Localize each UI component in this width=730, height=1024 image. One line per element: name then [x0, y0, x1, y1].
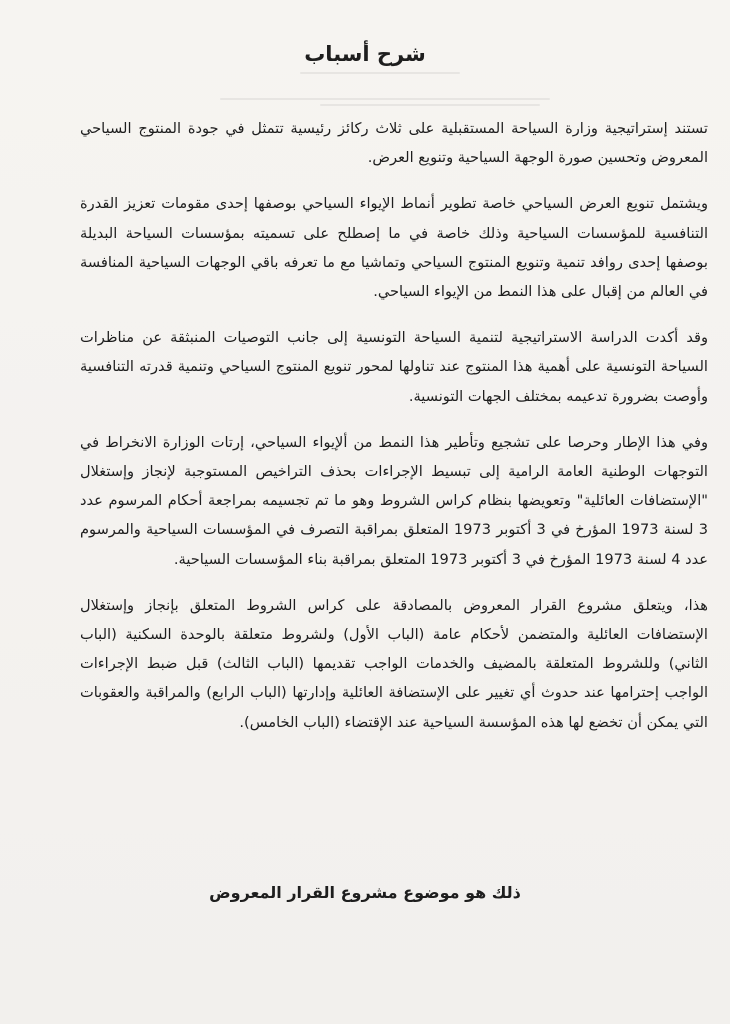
show-through-mark	[300, 72, 460, 74]
document-body	[80, 114, 708, 754]
paragraph-4: وفي هذا الإطار وحرصا على تشجيع وتأطير هذا النمط من ألإيواء السياحي، إرتات الوزارة الانخراط في التوجهات الوطنية العامة الرامية إلى تبسيط الإجراءات بحذف التراخيص المستوجبة لإنجاز وإستغلال "الإستضافات العائلية" وتعويضها بنظام كراس الشروط وهو ما تم تجسيمه بمراجعة أحكام المرسوم عدد 3 لسنة 1973 المؤرخ في 3 أكتوبر 1973 المتعلق بمراقبة التصرف في المؤسسات السياحية والمرسوم عدد 4 لسنة 1973 المؤرخ في 3 أكتوبر 1973 المتعلق بمراقبة بناء المؤسسات السياحية.	[80, 433, 708, 568]
show-through-mark	[220, 98, 550, 100]
closing-statement: ذلك هو موضوع مشروع القرار المعروض	[209, 883, 521, 902]
document-title: شرح أسباب	[304, 42, 426, 66]
paragraph-2: ويشتمل تنويع العرض السياحي خاصة تطوير أنماط الإيواء السياحي بوصفها إحدى مقومات تعزيز القدرة التنافسية للمؤسسات السياحية وذلك خاصة في ما إصطلح على تسميته بمؤسسات السياحة البديلة بوصفها إحدى روافد تنمية وتنويع المنتوج السياحي وتماشيا مع ما تعرفه باقي الوجهات السياحية المنافسة في العالم من إقبال على هذا النمط من الإيواء السياحي.	[80, 195, 708, 301]
paragraph-5: هذا، ويتعلق مشروع القرار المعروض بالمصادقة على كراس الشروط المتعلق بإنجاز وإستغلال الإستضافات العائلية والمتضمن لأحكام عامة (الباب الأول) ولشروط متعلقة بالوحدة السكنية (الباب الثاني) وللشروط المتعلقة بالمضيف والخدمات الواجب تقديمها (الباب الثالث) قبل ضبط الإجراءات الواجب إحترامها عند حدوث أي تغيير على الإستضافة العائلية وإدارتها (الباب الرابع) والمراقبة والعقوبات التي يمكن أن تخضع لها هذه المؤسسة السياحية عند الإقتضاء (الباب الخامس).	[80, 596, 708, 731]
paragraph-3: وقد أكدت الدراسة الاستراتيجية لتنمية السياحة التونسية إلى جانب التوصيات المنبثقة عن مناظرات السياحة التونسية على أهمية هذا المنتوج عند تناولها لمحور تنويع المنتوج السياحي وتنمية قدرته التنافسية وأوصت بضرورة تدعيمه بمختلف الجهات التونسية.	[80, 329, 708, 405]
show-through-mark	[320, 104, 540, 106]
paragraph-1: تستند إستراتيجية وزارة السياحة المستقبلية على ثلاث ركائز رئيسية تتمثل في جودة المنتوج السياحي المعروض وتحسين صورة الوجهة السياحية وتنويع العرض.	[80, 120, 708, 167]
